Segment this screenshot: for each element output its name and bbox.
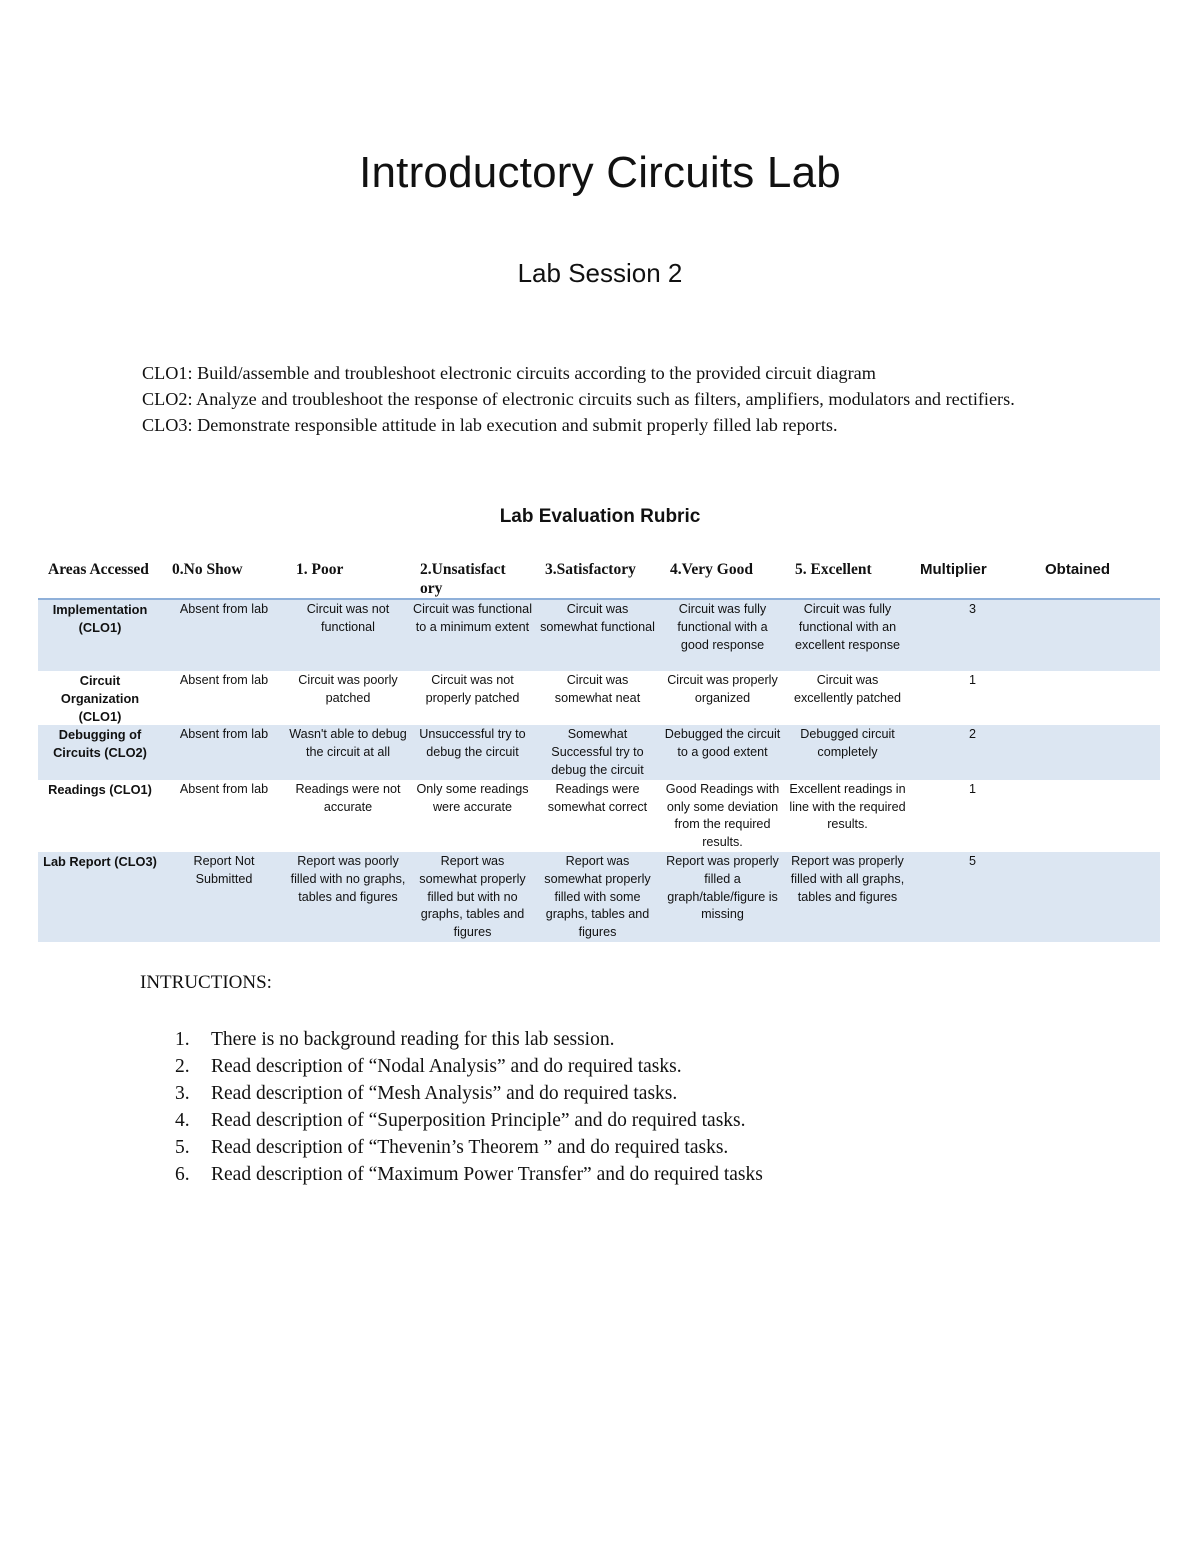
cell: Absent from lab [179, 673, 269, 687]
instructions-heading: INTRUCTIONS: [140, 972, 272, 993]
cell: Report was poorly filled with no graphs, tables and figures [286, 852, 410, 942]
table-row [38, 780, 1160, 852]
cell: Circuit was properly organized [667, 673, 778, 705]
cell: Somewhat Successful try to debug the circuit [535, 725, 660, 779]
rubric-header-row [38, 560, 1160, 599]
cell: Circuit was excellently patched [793, 673, 902, 705]
cell: Wasn't able to debug the circuit at all [286, 725, 410, 779]
clo-3: CLO3: Demonstrate responsible attitude in lab execution and submit properly filled lab reports. [142, 415, 838, 435]
cell: Report was properly filled with all graphs, tables and figures [785, 852, 910, 942]
header-multiplier: Multiplier [910, 560, 1035, 599]
item-text: Read description of “Superposition Principle” and do required tasks. [211, 1110, 746, 1131]
multiplier-cell: 1 [968, 673, 976, 687]
course-learning-outcomes [142, 360, 1072, 438]
item-number: 4. [175, 1110, 190, 1131]
clo-2: CLO2: Analyze and troubleshoot the response of electronic circuits such as filters, amplifiers, modulators and rectifiers. [142, 389, 1015, 409]
cell: Absent from lab [162, 599, 286, 671]
instructions-list [140, 1026, 763, 1188]
document-title: Introductory Circuits Lab [359, 148, 841, 197]
item-text: Read description of “Nodal Analysis” and do required tasks. [211, 1056, 682, 1077]
item-number: 5. [175, 1137, 190, 1158]
item-number: 2. [175, 1056, 190, 1077]
header-poor: 1. Poor [286, 560, 410, 599]
table-row [38, 725, 1160, 779]
cell: Circuit was functional to a minimum extent [410, 599, 535, 671]
header-areas: Areas Accessed [38, 560, 162, 599]
header-satisfactory: 3.Satisfactory [535, 560, 660, 599]
list-item [140, 1080, 763, 1107]
row-area: Debugging of Circuits (CLO2) [38, 725, 162, 779]
cell: Circuit was somewhat functional [535, 599, 660, 671]
cell: Report Not Submitted [162, 852, 286, 942]
list-item [140, 1134, 763, 1161]
rubric-title: Lab Evaluation Rubric [499, 506, 701, 527]
row-area: Lab Report (CLO3) [38, 852, 162, 942]
table-row [38, 671, 1160, 725]
obtained-cell [1035, 780, 1160, 852]
obtained-cell [1035, 852, 1160, 942]
row-area: Readings (CLO1) [48, 781, 152, 797]
item-text: Read description of “Thevenin’s Theorem ” and do required tasks. [211, 1137, 729, 1158]
header-unsatisfactory: 2.Unsatisfact ory [410, 560, 535, 599]
multiplier-cell: 2 [910, 725, 1035, 779]
item-number: 1. [175, 1029, 190, 1050]
obtained-cell [1035, 671, 1160, 725]
row-area: Circuit Organization (CLO1) [60, 673, 140, 724]
cell: Debugged circuit completely [785, 725, 910, 779]
session-subtitle: Lab Session 2 [517, 258, 683, 288]
cell: Absent from lab [162, 725, 286, 779]
cell: Readings were somewhat correct [547, 781, 648, 814]
multiplier-cell: 5 [910, 852, 1035, 942]
cell: Circuit was fully functional with a good response [660, 599, 785, 671]
item-text: Read description of “Maximum Power Transfer” and do required tasks [211, 1164, 763, 1185]
item-number: 6. [175, 1164, 190, 1185]
cell: Circuit was poorly patched [298, 673, 398, 705]
cell: Circuit was fully functional with an excellent response [785, 599, 910, 671]
rubric-table [38, 560, 1160, 942]
cell: Excellent readings in line with the required results. [789, 781, 906, 832]
cell: Circuit was not properly patched [425, 673, 520, 705]
cell: Report was properly filled a graph/table/figure is missing [660, 852, 785, 942]
multiplier-cell: 1 [968, 781, 976, 796]
cell: Absent from lab [179, 781, 269, 796]
row-area: Implementation (CLO1) [38, 599, 162, 671]
list-item [140, 1161, 763, 1188]
list-item [140, 1026, 763, 1053]
cell: Report was somewhat properly filled but with no graphs, tables and figures [410, 852, 535, 942]
cell: Readings were not accurate [295, 781, 401, 814]
cell: Circuit was not functional [286, 599, 410, 671]
list-item [140, 1053, 763, 1080]
multiplier-cell: 3 [910, 599, 1035, 671]
header-very-good: 4.Very Good [660, 560, 785, 599]
item-number: 3. [175, 1083, 190, 1104]
table-row [38, 599, 1160, 671]
cell: Debugged the circuit to a good extent [660, 725, 785, 779]
header-excellent: 5. Excellent [785, 560, 910, 599]
item-text: There is no background reading for this lab session. [211, 1029, 615, 1050]
clo-1: CLO1: Build/assemble and troubleshoot electronic circuits according to the provided circuit diagram [142, 363, 876, 383]
obtained-cell [1035, 599, 1160, 671]
list-item [140, 1107, 763, 1134]
obtained-cell [1035, 725, 1160, 779]
header-no-show: 0.No Show [162, 560, 286, 599]
cell: Only some readings were accurate [416, 781, 529, 814]
cell: Circuit was somewhat neat [554, 673, 641, 705]
cell: Unsuccessful try to debug the circuit [410, 725, 535, 779]
header-obtained: Obtained [1035, 560, 1160, 599]
cell: Report was somewhat properly filled with some graphs, tables and figures [535, 852, 660, 942]
cell: Good Readings with only some deviation from the required results. [665, 781, 780, 850]
table-row [38, 852, 1160, 942]
item-text: Read description of “Mesh Analysis” and do required tasks. [211, 1083, 678, 1104]
